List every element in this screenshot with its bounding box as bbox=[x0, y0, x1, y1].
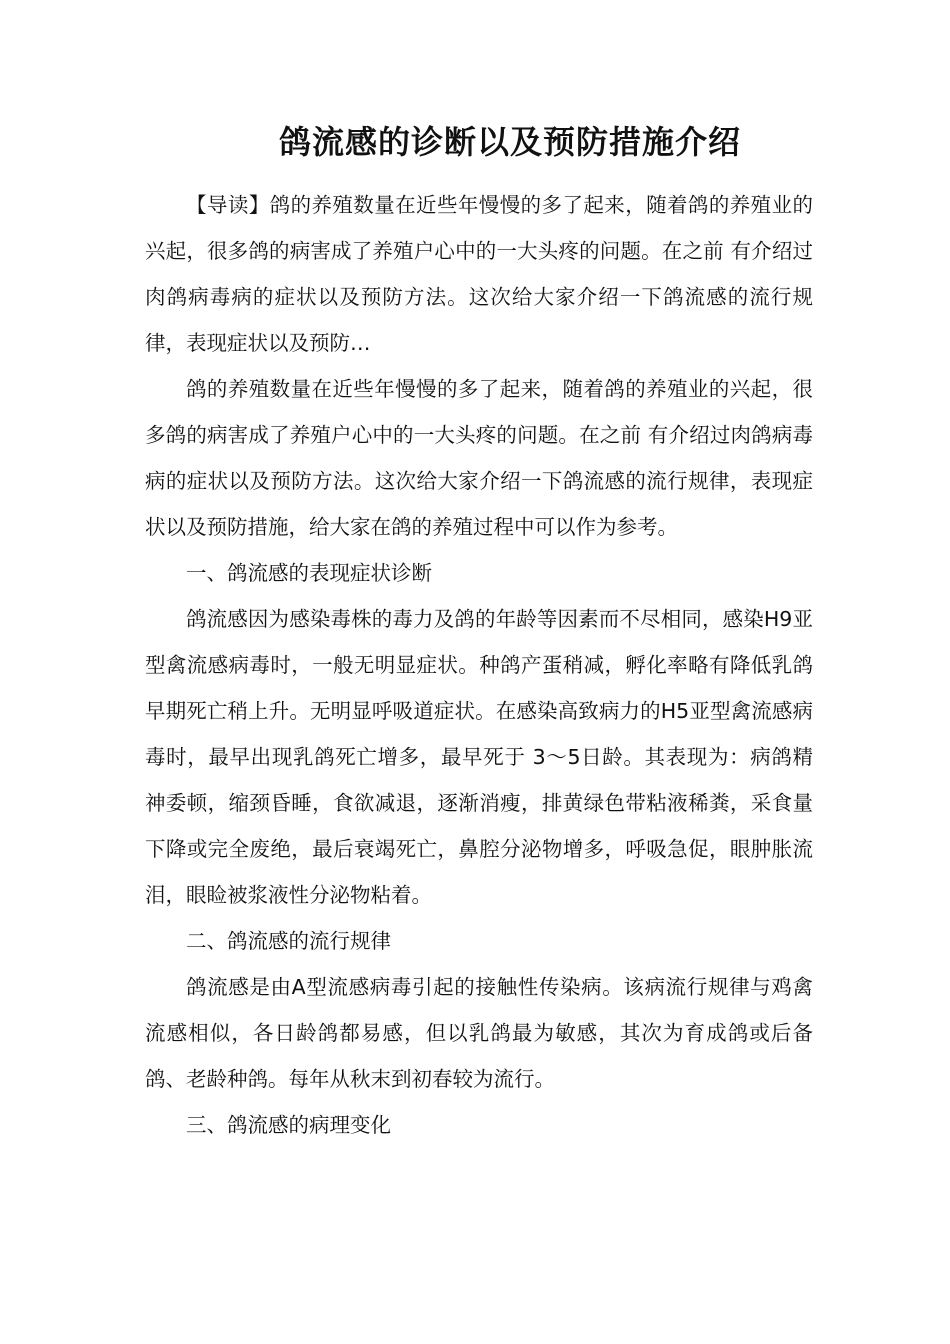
intro-paragraph: 【导读】鸽的养殖数量在近些年慢慢的多了起来，随着鸽的养殖业的兴起，很多鸽的病害成了养殖户心中的一大头疼的问题。在之前 有介绍过肉鸽病毒病的症状以及预防方法。这次给大家介绍一下鸽流感的流行规律，表现症状以及预防… bbox=[145, 193, 813, 355]
section-heading: 二、鸽流感的流行规律 bbox=[186, 929, 391, 953]
body-paragraph: 鸽流感因为感染毒株的毒力及鸽的年龄等因素而不尽相同，感染H9亚型禽流感病毒时，一般无明显症状。种鸽产蛋稍减，孵化率略有降低乳鸽早期死亡稍上升。无明显呼吸道症状。在感染高致病力的H5亚型禽流感病毒时，最早出现乳鸽死亡增多，最早死于 3～5日龄。其表现为：病鸽精神委顿，缩颈昏睡，食欲减退，逐渐消瘦，排黄绿色带粘液稀粪，采食量下降或完全废绝，最后衰竭死亡，鼻腔分泌物增多，呼吸急促，眼肿胀流泪，眼睑被浆液性分泌物粘着。 bbox=[145, 607, 813, 907]
document-body bbox=[145, 182, 813, 1148]
body-paragraph: 鸽流感是由A型流感病毒引起的接触性传染病。该病流行规律与鸡禽流感相似，各日龄鸽都易感，但以乳鸽最为敏感，其次为育成鸽或后备鸽、老龄种鸽。每年从秋末到初春较为流行。 bbox=[145, 975, 813, 1091]
section-heading: 三、鸽流感的病理变化 bbox=[186, 1113, 391, 1137]
document-title: 鸽流感的诊断以及预防措施介绍 bbox=[278, 123, 741, 161]
section-heading: 一、鸽流感的表现症状诊断 bbox=[186, 561, 432, 585]
body-paragraph: 鸽的养殖数量在近些年慢慢的多了起来，随着鸽的养殖业的兴起，很多鸽的病害成了养殖户心中的一大头疼的问题。在之前 有介绍过肉鸽病毒病的症状以及预防方法。这次给大家介绍一下鸽流感的流行规律，表现症状以及预防措施，给大家在鸽的养殖过程中可以作为参考。 bbox=[145, 377, 813, 539]
